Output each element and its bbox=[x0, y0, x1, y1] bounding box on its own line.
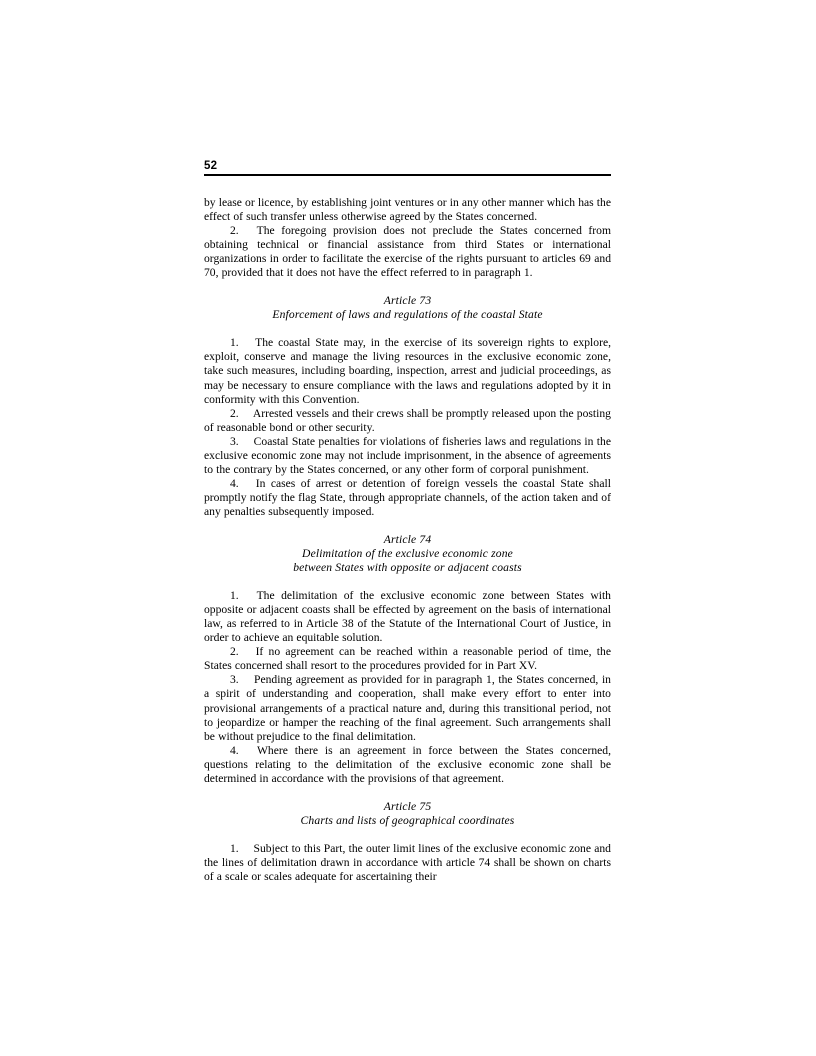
vertical-spacer bbox=[204, 575, 611, 589]
article-74-heading bbox=[204, 533, 611, 575]
article-74-paragraph-2-text: If no agreement can be reached within a reasonable period of time, the States concerned shall resort to the procedures provided for in Part XV. bbox=[204, 645, 611, 673]
article-73-paragraph-2-number: 2. bbox=[230, 406, 253, 420]
article-74-paragraph-3 bbox=[204, 673, 611, 743]
article-75-paragraph-1 bbox=[204, 842, 611, 884]
article-73-paragraph-2-text: Arrested vessels and their crews shall be promptly released upon the posting of reasonable bond or other security. bbox=[204, 406, 611, 434]
article-73-paragraph-4-text: In cases of arrest or detention of foreign vessels the coastal State shall promptly notify the flag State, through appropriate channels, of the action taken and of any penalties subsequently imposed. bbox=[204, 476, 611, 518]
continued-paragraph bbox=[204, 196, 611, 224]
article-73-paragraph-1-text: The coastal State may, in the exercise of its sovereign rights to explore, exploit, conserve and manage the living resources in the exclusive economic zone, take such measures, including boarding, inspection, arrest and judicial proceedings, as may be necessary to ensure compliance with the laws and regulations adopted by it in conformity with this Convention. bbox=[204, 336, 612, 406]
article-74-paragraph-2 bbox=[204, 645, 611, 673]
article-75-paragraph-1-number: 1. bbox=[230, 841, 254, 855]
article-73-heading bbox=[204, 294, 611, 322]
article-73-heading-line-2: Enforcement of laws and regulations of the coastal State bbox=[272, 308, 543, 322]
article-74-paragraph-1-number: 1. bbox=[230, 589, 257, 603]
article-73-paragraph-1-number: 1. bbox=[230, 336, 256, 350]
article-74-paragraph-3-number: 3. bbox=[230, 673, 254, 687]
article-74-heading-line-2: Delimitation of the exclusive economic zone bbox=[302, 547, 513, 561]
article-72-paragraph-2-text: The foregoing provision does not preclude the States concerned from obtaining technical or financial assistance from third States or international organizations in order to facilitate the exercise of the rights pursuant to articles 69 and 70, provided that it does not have the effect referred to in paragraph 1. bbox=[204, 224, 611, 280]
article-73-paragraph-1 bbox=[204, 336, 611, 406]
continued-paragraph-text: by lease or licence, by establishing joint ventures or in any other manner which has the effect of such transfer unless otherwise agreed by the States concerned. bbox=[204, 196, 611, 224]
article-75-heading-line-2: Charts and lists of geographical coordinates bbox=[300, 813, 515, 827]
article-74-paragraph-2-number: 2. bbox=[230, 645, 256, 659]
article-73-paragraph-4-number: 4. bbox=[230, 476, 256, 490]
article-73-paragraph-3-number: 3. bbox=[230, 434, 254, 448]
article-75-paragraph-1-text: Subject to this Part, the outer limit lines of the exclusive economic zone and the lines of delimitation drawn in accordance with article 74 shall be shown on charts of a scale or scales adequate for ascertaining their bbox=[204, 841, 611, 883]
article-75-heading bbox=[204, 800, 611, 828]
article-72-paragraph-2 bbox=[204, 224, 611, 280]
article-74-heading-line-3: between States with opposite or adjacent coasts bbox=[293, 561, 522, 575]
page-header bbox=[204, 160, 611, 176]
article-72-paragraph-2-number: 2. bbox=[230, 224, 257, 238]
vertical-spacer bbox=[204, 786, 611, 800]
article-73-paragraph-3 bbox=[204, 435, 611, 477]
article-73-paragraph-3-text: Coastal State penalties for violations of fisheries laws and regulations in the exclusive economic zone may not include imprisonment, in the absence of agreements to the contrary by the States concerned, or any other form of corporal punishment. bbox=[204, 434, 611, 476]
article-74-paragraph-4-number: 4. bbox=[230, 743, 257, 757]
text-column bbox=[204, 196, 611, 884]
article-74-paragraph-1-text: The delimitation of the exclusive economic zone between States with opposite or adjacent coasts shall be effected by agreement on the basis of international law, as referred to in Article 38 of the Statute of the International Court of Justice, in order to achieve an equitable solution. bbox=[204, 589, 611, 645]
vertical-spacer bbox=[204, 828, 611, 842]
page-number: 52 bbox=[204, 160, 218, 172]
article-73-paragraph-4 bbox=[204, 477, 611, 519]
article-74-paragraph-4 bbox=[204, 744, 611, 786]
header-rule bbox=[204, 174, 611, 176]
article-73-paragraph-2 bbox=[204, 407, 611, 435]
article-73-heading-line-1: Article 73 bbox=[383, 294, 432, 308]
article-74-paragraph-3-text: Pending agreement as provided for in paragraph 1, the States concerned, in a spirit of understanding and cooperation, shall make every effort to enter into provisional arrangements of a practical nature and, during this transitional period, not to jeopardize or hamper the reaching of the final agreement. Such arrangements shall be without prejudice to the final delimitation. bbox=[204, 673, 611, 743]
vertical-spacer bbox=[204, 280, 611, 294]
article-75-heading-line-1: Article 75 bbox=[383, 799, 432, 813]
article-74-paragraph-4-text: Where there is an agreement in force between the States concerned, questions relating to the delimitation of the exclusive economic zone shall be determined in accordance with the provisions of that agreement. bbox=[204, 743, 611, 785]
article-74-paragraph-1 bbox=[204, 589, 611, 645]
article-74-heading-line-1: Article 74 bbox=[383, 532, 432, 546]
vertical-spacer bbox=[204, 322, 611, 336]
vertical-spacer bbox=[204, 519, 611, 533]
